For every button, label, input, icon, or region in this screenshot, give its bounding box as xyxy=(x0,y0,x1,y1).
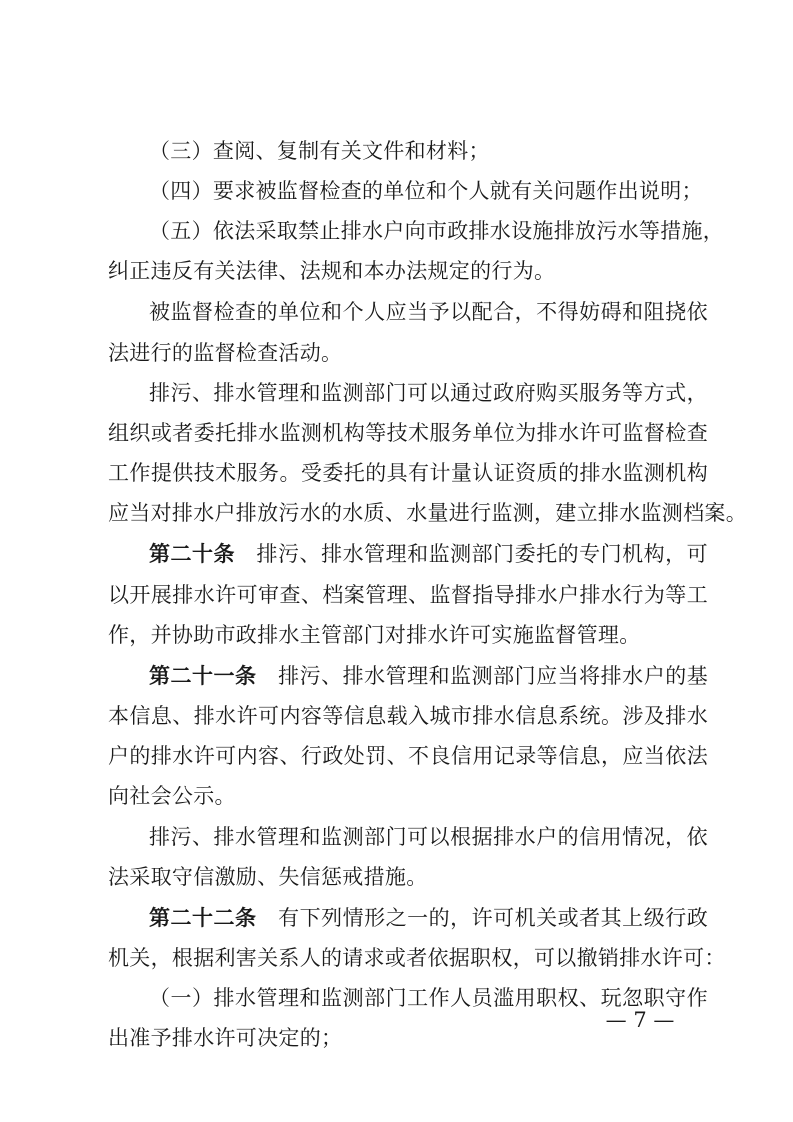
paragraph-line: 应当对排水户排放污水的水质、水量进行监测，建立排水监测档案。 xyxy=(108,501,747,525)
article-22-line: 第二十二条 有下列情形之一的，许可机关或者其上级行政 xyxy=(149,905,709,930)
article-heading: 第二十二条 xyxy=(149,905,257,930)
paragraph-line: 本信息、排水许可内容等信息载入城市排水信息系统。涉及排水 xyxy=(108,704,708,728)
page-number: — 7 — xyxy=(605,1008,675,1032)
paragraph-line: 排污、排水管理和监测部门可以通过政府购买服务等方式， xyxy=(149,381,708,405)
paragraph-line: 工作提供技术服务。受委托的具有计量认证资质的排水监测机构 xyxy=(108,461,708,485)
paragraph-line: 纠正违反有关法律、法规和本办法规定的行为。 xyxy=(108,259,556,283)
article-21-line: 第二十一条 排污、排水管理和监测部门应当将排水户的基 xyxy=(149,663,709,688)
paragraph-line: （四）要求被监督检查的单位和个人就有关问题作出说明； xyxy=(149,179,703,203)
paragraph-line: 作，并协助市政排水主管部门对排水许可实施监督管理。 xyxy=(108,623,641,647)
article-heading: 第二十条 xyxy=(149,541,236,566)
paragraph-line: 法进行的监督检查活动。 xyxy=(108,341,343,365)
paragraph-line: 以开展排水许可审查、档案管理、监督指导排水户排水行为等工 xyxy=(108,583,708,607)
paragraph-line: 被监督检查的单位和个人应当予以配合，不得妨碍和阻挠依 xyxy=(149,300,708,324)
article-20-line: 第二十条 排污、排水管理和监测部门委托的专门机构，可 xyxy=(149,541,708,566)
paragraph-line: （一）排水管理和监测部门工作人员滥用职权、玩忽职守作 xyxy=(149,986,708,1010)
paragraph-line: 出准予排水许可决定的； xyxy=(108,1026,343,1050)
paragraph-line: （五）依法采取禁止排水户向市政排水设施排放污水等措施， xyxy=(149,219,725,243)
paragraph-line: 法采取守信激励、失信惩戒措施。 xyxy=(108,865,428,889)
paragraph-line: 向社会公示。 xyxy=(108,784,236,808)
paragraph-line: （三）查阅、复制有关文件和材料； xyxy=(149,139,490,163)
article-heading: 第二十一条 xyxy=(149,663,257,688)
paragraph-line: 机关，根据利害关系人的请求或者依据职权，可以撤销排水许可： xyxy=(108,946,726,970)
paragraph-line: 排污、排水管理和监测部门可以根据排水户的信用情况，依 xyxy=(149,825,708,849)
paragraph-line: 户的排水许可内容、行政处罚、不良信用记录等信息，应当依法 xyxy=(108,744,708,768)
paragraph-line: 组织或者委托排水监测机构等技术服务单位为排水许可监督检查 xyxy=(108,421,708,445)
